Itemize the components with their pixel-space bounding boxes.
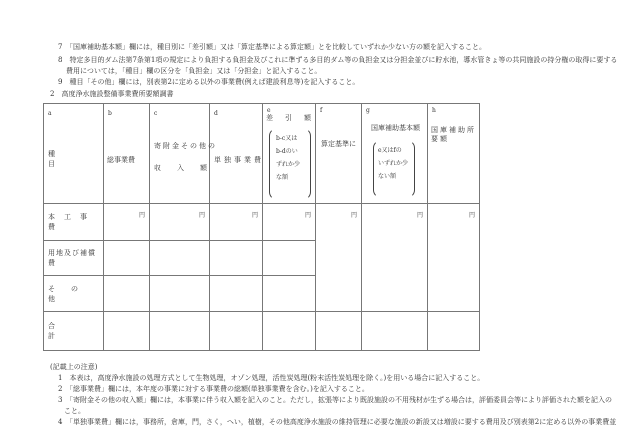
note-1: 1 本表は，高度浄水施設の処理方式として生物処理，オゾン処理，活性炭処理(粉末活性炭処理を除く。)を用いる場合に記入すること。 bbox=[58, 374, 485, 382]
note-4: 4 「単独事業費」欄には，事務所，倉庫，門，さく，へい，植樹，その他高度浄水施設の維持管理に必要な施設の新設又は増設に要する費用及び別表第2に定める以外の事業費並 bbox=[58, 418, 617, 426]
header-h bbox=[428, 104, 480, 204]
unit-label: 円 bbox=[251, 212, 258, 219]
section-title: 2 高度浄水施設整備事業費所要額調書 bbox=[50, 90, 174, 98]
paren-text bbox=[276, 132, 300, 184]
cell[interactable] bbox=[428, 312, 480, 351]
header-text: 差引額 bbox=[266, 114, 323, 122]
header-d bbox=[210, 104, 263, 204]
paren-line: いずれか少 bbox=[378, 160, 409, 167]
col-letter: c bbox=[154, 110, 158, 117]
row-label-text: 合計 bbox=[48, 322, 93, 340]
row-label bbox=[44, 312, 104, 351]
cell[interactable] bbox=[316, 312, 362, 351]
row-label bbox=[44, 241, 104, 276]
paren-text bbox=[378, 144, 408, 183]
col-letter: b bbox=[108, 110, 112, 117]
cell[interactable] bbox=[210, 312, 263, 351]
cell[interactable] bbox=[150, 241, 210, 276]
header-text: 国庫補助基本額 bbox=[371, 124, 420, 132]
cell-merged[interactable] bbox=[316, 204, 362, 312]
cell-merged[interactable] bbox=[428, 204, 480, 312]
note-9: 9 種目「その他」欄には，別表第2に定める以外の事業費(例えば建設利息等)を記入すること。 bbox=[58, 78, 360, 86]
header-text: 国庫補助所要額 bbox=[431, 126, 476, 143]
cell[interactable] bbox=[362, 312, 428, 351]
paren-line: e又はfの bbox=[378, 147, 402, 154]
row-label-text: 本工事費 bbox=[48, 213, 96, 231]
note-8-cont: 費用については，「種目」欄の区分を「負担金」又は「分担金」と記入すること。 bbox=[66, 67, 322, 75]
header-text: 算定基準に bbox=[321, 140, 356, 148]
header-text: 寄附金その他の bbox=[154, 142, 217, 150]
expense-table bbox=[43, 103, 480, 351]
unit-label: 円 bbox=[198, 212, 205, 219]
header-text: 総事業費 bbox=[107, 156, 135, 164]
cell[interactable] bbox=[150, 204, 210, 241]
header-label bbox=[48, 149, 99, 169]
unit-label: 円 bbox=[304, 212, 311, 219]
header-text: 単独事業費 bbox=[214, 156, 264, 164]
cell[interactable] bbox=[104, 241, 150, 276]
paren-line: b-c又は bbox=[276, 135, 298, 142]
header-row bbox=[44, 104, 480, 204]
cell[interactable] bbox=[263, 312, 316, 351]
note-3: 3 「寄附金その他の収入額」欄には，本事業に伴う収入額を記入のこと。ただし，拡張等により既設施設の不用残材が生ずる場合は，評価委員会等により評価された額を記入の bbox=[58, 396, 612, 404]
note-2: 2 「総事業費」欄には，本年度の事業に対する事業費の総額(単独事業費を含む。)を記入すること。 bbox=[58, 385, 369, 393]
note-3-cont: こと。 bbox=[64, 407, 85, 415]
table-row bbox=[44, 204, 480, 241]
cell[interactable] bbox=[104, 276, 150, 312]
cell[interactable] bbox=[263, 241, 316, 276]
header-f bbox=[316, 104, 362, 204]
cell[interactable] bbox=[210, 204, 263, 241]
unit-label: 円 bbox=[138, 212, 145, 219]
paren-line: な額 bbox=[276, 174, 289, 181]
col-letter: d bbox=[214, 110, 218, 117]
cell[interactable] bbox=[150, 312, 210, 351]
header-c bbox=[150, 104, 223, 204]
cell[interactable] bbox=[210, 276, 263, 312]
cell[interactable] bbox=[210, 241, 263, 276]
header-a bbox=[44, 104, 104, 204]
note-7: 7 「国庫補助基本額」欄には，種目別に「差引額」又は「算定基準による算定額」とを比較していずれか少ない方の額を記入すること。 bbox=[58, 43, 486, 51]
cell[interactable] bbox=[150, 276, 210, 312]
cell[interactable] bbox=[263, 204, 316, 241]
cell[interactable] bbox=[263, 276, 316, 312]
header-g bbox=[362, 104, 428, 204]
cell[interactable] bbox=[104, 312, 150, 351]
row-label bbox=[44, 204, 104, 241]
unit-label: 円 bbox=[416, 212, 423, 219]
col-letter: a bbox=[48, 110, 52, 117]
paren-line: ない額 bbox=[378, 173, 397, 180]
header-e bbox=[263, 104, 323, 204]
col-letter: f bbox=[320, 107, 323, 114]
row-label-text: その他 bbox=[48, 284, 94, 303]
note-8: 8 特定多目的ダム法第7条第1項の規定により負担する負担金及びこれに準ずる多目的ダム等の負担金又は分担金並びに貯水池，導水管きょ等の共同施設の持分権の取得に要する bbox=[58, 56, 618, 64]
header-text: 収入額 bbox=[154, 164, 223, 172]
paren-line: b-dのい bbox=[276, 148, 298, 155]
cell[interactable] bbox=[104, 204, 150, 241]
col-letter: h bbox=[432, 107, 436, 114]
paren-line: ずれか少 bbox=[276, 161, 301, 168]
cell-merged[interactable] bbox=[362, 204, 428, 312]
unit-label: 円 bbox=[468, 212, 475, 219]
notes-title: (記載上の注意) bbox=[50, 363, 98, 371]
header-text: 種目 bbox=[48, 150, 85, 168]
table-row bbox=[44, 312, 480, 351]
col-letter: e bbox=[267, 107, 271, 114]
row-label bbox=[44, 276, 104, 312]
col-letter: g bbox=[366, 107, 370, 114]
unit-label: 円 bbox=[350, 212, 357, 219]
header-b bbox=[104, 104, 150, 204]
row-label-text: 用地及び補償費 bbox=[48, 249, 96, 267]
